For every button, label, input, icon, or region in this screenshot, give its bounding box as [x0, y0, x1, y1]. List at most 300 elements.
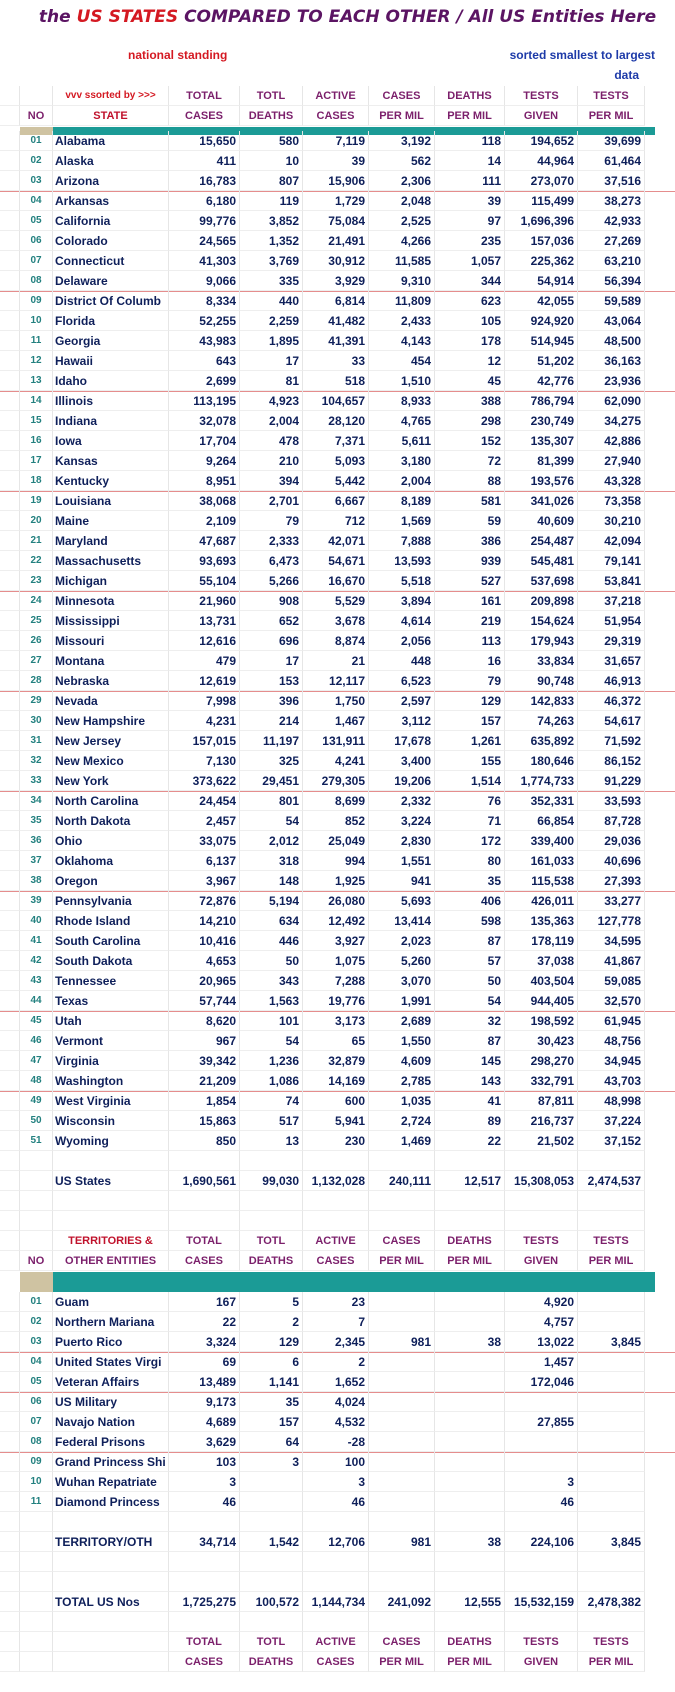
cell-value: 21	[303, 651, 369, 671]
cell-value: 46,913	[578, 671, 645, 691]
header-label: TERRITORIES &	[53, 1231, 169, 1251]
cell-value: 801	[240, 791, 303, 811]
cell-value: 50	[240, 951, 303, 971]
cell-value: 57	[435, 951, 505, 971]
cell-value: 254,487	[505, 531, 578, 551]
state-row	[0, 411, 675, 431]
cell-value: 172,046	[505, 1372, 578, 1392]
row-number: 16	[20, 431, 53, 451]
cell-value: 13,593	[369, 551, 435, 571]
cell-value: 3	[505, 1472, 578, 1492]
cell-value: 89	[435, 1111, 505, 1131]
cell-value: 1,725,275	[169, 1592, 240, 1612]
cell-value: 2	[303, 1352, 369, 1372]
row-number: 44	[20, 991, 53, 1011]
cell-value: 12,517	[435, 1171, 505, 1191]
cell-value: 54	[435, 991, 505, 1011]
cell-value: 3,967	[169, 871, 240, 891]
cell-value: 33,075	[169, 831, 240, 851]
row-margin	[0, 1111, 20, 1131]
header-cell: TESTS	[578, 1231, 645, 1251]
cell-value: 600	[303, 1091, 369, 1111]
cell-value: 39	[303, 151, 369, 171]
cell-value: 6,180	[169, 191, 240, 211]
cell-value: 7,288	[303, 971, 369, 991]
empty-cell	[369, 1612, 435, 1632]
cell-value: 1,991	[369, 991, 435, 1011]
cell-value: 2,012	[240, 831, 303, 851]
row-margin	[0, 471, 20, 491]
cell-value: 178	[435, 331, 505, 351]
cell-value: 335	[240, 271, 303, 291]
row-number: 39	[20, 891, 53, 911]
row-margin	[0, 1352, 20, 1372]
cell-value: 406	[435, 891, 505, 911]
cell-value: 214	[240, 711, 303, 731]
cell-value: 5,941	[303, 1111, 369, 1131]
row-number: 02	[20, 1312, 53, 1332]
row-margin	[0, 1452, 20, 1472]
empty-cell	[435, 1572, 505, 1592]
cell-value	[369, 1432, 435, 1452]
cell-value: 981	[369, 1332, 435, 1352]
cell-value: 3,852	[240, 211, 303, 231]
row-margin	[0, 791, 20, 811]
cell-value: 1,563	[240, 991, 303, 1011]
cell-value: 39,699	[578, 131, 645, 151]
cell-value: 135,363	[505, 911, 578, 931]
cell-value: 3,180	[369, 451, 435, 471]
cell-value: 8,620	[169, 1011, 240, 1031]
empty-cell	[578, 1151, 645, 1171]
cell-value: 403,504	[505, 971, 578, 991]
cell-value: 97	[435, 211, 505, 231]
empty-cell	[505, 1612, 578, 1632]
row-margin	[0, 931, 20, 951]
cell-value: 48,500	[578, 331, 645, 351]
cell-value: 42,886	[578, 431, 645, 451]
cell-value: 807	[240, 171, 303, 191]
row-number: 23	[20, 571, 53, 591]
row-label: South Carolina	[53, 931, 169, 951]
empty-cell	[369, 1151, 435, 1171]
cell-value: 72	[435, 451, 505, 471]
row-number: 04	[20, 1352, 53, 1372]
territory-row	[0, 1492, 675, 1512]
row-label: Wuhan Repatriate	[53, 1472, 169, 1492]
cell-value: 325	[240, 751, 303, 771]
cell-value: 3,324	[169, 1332, 240, 1352]
cell-value: 1,144,734	[303, 1592, 369, 1612]
state-row	[0, 271, 675, 292]
cell-value: 4,653	[169, 951, 240, 971]
row-label: Montana	[53, 651, 169, 671]
row-label: Nebraska	[53, 671, 169, 691]
cell-value: 53,841	[578, 571, 645, 591]
state-row	[0, 851, 675, 871]
cell-value: 786,794	[505, 391, 578, 411]
row-label: Wisconsin	[53, 1111, 169, 1131]
cell-value: 100	[303, 1452, 369, 1472]
cell-value: 38,273	[578, 191, 645, 211]
cell-value: 2,259	[240, 311, 303, 331]
cell-value: 19,206	[369, 771, 435, 791]
cell-value: 113,195	[169, 391, 240, 411]
row-label: Nevada	[53, 691, 169, 711]
cell-value: 46	[169, 1492, 240, 1512]
cell-value: 193,576	[505, 471, 578, 491]
cell-value: 1,510	[369, 371, 435, 391]
cell-value: 56,394	[578, 271, 645, 291]
spacer-row	[0, 1572, 675, 1592]
row-margin	[0, 1151, 20, 1171]
row-margin	[0, 1011, 20, 1031]
row-number	[20, 1592, 53, 1612]
cell-value: 210	[240, 451, 303, 471]
cell-value: 14,210	[169, 911, 240, 931]
state-row	[0, 391, 675, 411]
cell-value: 30,423	[505, 1031, 578, 1051]
territories-header-bottom	[0, 1251, 675, 1271]
cell-value: 2,478,382	[578, 1592, 645, 1612]
row-number: 08	[20, 271, 53, 291]
cell-value: 35	[240, 1392, 303, 1412]
empty-cell	[53, 1151, 169, 1171]
cell-value: 545,481	[505, 551, 578, 571]
row-number: 43	[20, 971, 53, 991]
cell-value: 79	[435, 671, 505, 691]
cell-value: 2,699	[169, 371, 240, 391]
cell-value: 241,092	[369, 1592, 435, 1612]
row-number: 09	[20, 291, 53, 311]
cell-value: 5,266	[240, 571, 303, 591]
cell-value: 17,704	[169, 431, 240, 451]
state-row	[0, 171, 675, 192]
cell-value: 4,923	[240, 391, 303, 411]
cell-value: 1,352	[240, 231, 303, 251]
row-margin	[0, 131, 20, 151]
cell-value: 161	[435, 591, 505, 611]
cell-value: 4,241	[303, 751, 369, 771]
cell-value: 90,748	[505, 671, 578, 691]
cell-value	[435, 1452, 505, 1472]
cell-value: 2,332	[369, 791, 435, 811]
row-label: Florida	[53, 311, 169, 331]
grand-total-row	[0, 1592, 675, 1612]
header-cell: PER MIL	[578, 1652, 645, 1672]
cell-value: 45	[435, 371, 505, 391]
cell-value: 581	[435, 491, 505, 511]
row-margin	[0, 1211, 20, 1231]
header-no	[20, 1632, 53, 1652]
empty-cell	[369, 1572, 435, 1592]
row-number: 08	[20, 1432, 53, 1452]
cell-value: 34,595	[578, 931, 645, 951]
row-margin	[0, 571, 20, 591]
row-number: 21	[20, 531, 53, 551]
row-label: Kentucky	[53, 471, 169, 491]
cell-value: 8,933	[369, 391, 435, 411]
cell-value: 79,141	[578, 551, 645, 571]
row-margin	[0, 1171, 20, 1191]
row-margin	[0, 391, 20, 411]
cell-value: 17	[240, 651, 303, 671]
cell-value: 341,026	[505, 491, 578, 511]
cell-value: 696	[240, 631, 303, 651]
row-label: Grand Princess Shi	[53, 1452, 169, 1472]
cell-value: 43,064	[578, 311, 645, 331]
cell-value: 43,983	[169, 331, 240, 351]
empty-cell	[578, 1612, 645, 1632]
cell-value: 2,785	[369, 1071, 435, 1091]
header-cell: TOTL	[240, 86, 303, 106]
cell-value: 34,945	[578, 1051, 645, 1071]
cell-value: 11,197	[240, 731, 303, 751]
cell-value: 87,811	[505, 1091, 578, 1111]
empty-cell	[53, 1512, 169, 1532]
cell-value: 86,152	[578, 751, 645, 771]
row-label: Alaska	[53, 151, 169, 171]
row-label: Louisiana	[53, 491, 169, 511]
cell-value: 74	[240, 1091, 303, 1111]
empty-cell	[20, 1572, 53, 1592]
cell-value: 517	[240, 1111, 303, 1131]
row-label: Iowa	[53, 431, 169, 451]
cell-value: 93,693	[169, 551, 240, 571]
cell-value: 71,592	[578, 731, 645, 751]
cell-value: 1,261	[435, 731, 505, 751]
cell-value: 3,845	[578, 1332, 645, 1352]
cell-value	[369, 1352, 435, 1372]
state-row	[0, 551, 675, 571]
cell-value: 27,393	[578, 871, 645, 891]
cell-value: 142,833	[505, 691, 578, 711]
cell-value: 172	[435, 831, 505, 851]
row-label: Guam	[53, 1292, 169, 1312]
cell-value: 104,657	[303, 391, 369, 411]
cell-value: 12,492	[303, 911, 369, 931]
row-number: 11	[20, 331, 53, 351]
header-cell: PER MIL	[578, 106, 645, 126]
empty-cell	[53, 1211, 169, 1231]
state-row	[0, 231, 675, 251]
cell-value: 7,888	[369, 531, 435, 551]
cell-value: 9,264	[169, 451, 240, 471]
row-margin	[0, 191, 20, 211]
state-row	[0, 1111, 675, 1131]
cell-value: 1,750	[303, 691, 369, 711]
cell-value: 50	[435, 971, 505, 991]
row-margin	[0, 1472, 20, 1492]
row-label: Diamond Princess	[53, 1492, 169, 1512]
cell-value: 54,617	[578, 711, 645, 731]
row-number: 14	[20, 391, 53, 411]
empty-cell	[369, 1512, 435, 1532]
state-row	[0, 691, 675, 711]
cell-value	[578, 1472, 645, 1492]
cell-value: 14,169	[303, 1071, 369, 1091]
cell-value: 924,920	[505, 311, 578, 331]
header-cell: CASES	[169, 1652, 240, 1672]
cell-value: 454	[369, 351, 435, 371]
cell-value: 4,231	[169, 711, 240, 731]
empty-cell	[240, 1552, 303, 1572]
state-row	[0, 131, 675, 151]
cell-value: 2,004	[369, 471, 435, 491]
territory-row	[0, 1412, 675, 1432]
cell-value: 179,943	[505, 631, 578, 651]
cell-value: 273,070	[505, 171, 578, 191]
cell-value: 634	[240, 911, 303, 931]
cell-value: 157,036	[505, 231, 578, 251]
row-margin	[0, 1612, 20, 1632]
cell-value: 167	[169, 1292, 240, 1312]
cell-value: 396	[240, 691, 303, 711]
row-number: 05	[20, 1372, 53, 1392]
header-cell: PER MIL	[435, 106, 505, 126]
row-label: Pennsylvania	[53, 891, 169, 911]
cell-value: 426,011	[505, 891, 578, 911]
row-label: North Dakota	[53, 811, 169, 831]
state-row	[0, 1091, 675, 1111]
empty-cell	[303, 1211, 369, 1231]
row-margin	[0, 86, 20, 106]
cell-value: 7	[303, 1312, 369, 1332]
row-number: 50	[20, 1111, 53, 1131]
header-label	[53, 1632, 169, 1652]
cell-value: 20,965	[169, 971, 240, 991]
cell-value: 22	[435, 1131, 505, 1151]
row-number: 31	[20, 731, 53, 751]
row-number: 46	[20, 1031, 53, 1051]
cell-value: 216,737	[505, 1111, 578, 1131]
empty-cell	[505, 1211, 578, 1231]
empty-cell	[240, 1211, 303, 1231]
cell-value: 13,731	[169, 611, 240, 631]
empty-cell	[53, 1552, 169, 1572]
cell-value: 580	[240, 131, 303, 151]
empty-cell	[169, 1612, 240, 1632]
state-row	[0, 791, 675, 811]
state-row	[0, 611, 675, 631]
cell-value: 157	[240, 1412, 303, 1432]
cell-value: 4,143	[369, 331, 435, 351]
cell-value: 16,783	[169, 171, 240, 191]
subtitle-right-2: data	[614, 68, 639, 82]
cell-value: 16	[435, 651, 505, 671]
header-cell: CASES	[369, 1231, 435, 1251]
cell-value: 143	[435, 1071, 505, 1091]
row-number: 27	[20, 651, 53, 671]
cell-value: 8,699	[303, 791, 369, 811]
row-margin	[0, 611, 20, 631]
cell-value: 225,362	[505, 251, 578, 271]
cell-value: 224,106	[505, 1532, 578, 1552]
cell-value: 17	[240, 351, 303, 371]
row-margin	[0, 1632, 20, 1652]
cell-value: 41,391	[303, 331, 369, 351]
row-margin	[0, 711, 20, 731]
cell-value: 230,749	[505, 411, 578, 431]
state-row	[0, 991, 675, 1012]
title-prefix: the	[38, 7, 71, 27]
row-number: 11	[20, 1492, 53, 1512]
row-label: Vermont	[53, 1031, 169, 1051]
empty-cell	[240, 1151, 303, 1171]
empty-cell	[578, 1552, 645, 1572]
cell-value: 9,066	[169, 271, 240, 291]
empty-cell	[20, 1151, 53, 1171]
row-label: Arizona	[53, 171, 169, 191]
cell-value: 13,414	[369, 911, 435, 931]
cell-value: 4,266	[369, 231, 435, 251]
empty-cell	[53, 1572, 169, 1592]
header-cell: TOTL	[240, 1231, 303, 1251]
row-margin	[0, 511, 20, 531]
row-label: Connecticut	[53, 251, 169, 271]
header-cell: TESTS	[505, 1231, 578, 1251]
cell-value: 1,569	[369, 511, 435, 531]
row-margin	[0, 1051, 20, 1071]
page-title	[20, 0, 675, 34]
row-label: Veteran Affairs	[53, 1372, 169, 1392]
row-margin	[0, 451, 20, 471]
header-cell: TOTAL	[169, 1231, 240, 1251]
cell-value: 2,023	[369, 931, 435, 951]
row-number: 01	[20, 1292, 53, 1312]
cell-value	[435, 1412, 505, 1432]
cell-value: 37,224	[578, 1111, 645, 1131]
cell-value: 5,260	[369, 951, 435, 971]
cell-value: 2,109	[169, 511, 240, 531]
header-no	[20, 86, 53, 106]
cell-value: 3,678	[303, 611, 369, 631]
header-cell: CASES	[303, 1251, 369, 1271]
territory-row	[0, 1452, 675, 1472]
cell-value: 3,629	[169, 1432, 240, 1452]
state-row	[0, 491, 675, 511]
row-margin	[0, 1492, 20, 1512]
empty-cell	[435, 1612, 505, 1632]
cell-value: 26,080	[303, 891, 369, 911]
title-highlight: US STATES	[76, 7, 179, 27]
cell-value: 14	[435, 151, 505, 171]
cell-value: 180,646	[505, 751, 578, 771]
cell-value: 5,442	[303, 471, 369, 491]
cell-value: 298,270	[505, 1051, 578, 1071]
empty-cell	[240, 1572, 303, 1592]
cell-value: 15,906	[303, 171, 369, 191]
cell-value	[435, 1352, 505, 1372]
row-margin	[0, 1251, 20, 1271]
cell-value: 36,163	[578, 351, 645, 371]
cell-value: 3,894	[369, 591, 435, 611]
cell-value: 161,033	[505, 851, 578, 871]
empty-cell	[435, 1191, 505, 1211]
cell-value: 332,791	[505, 1071, 578, 1091]
cell-value: 2,457	[169, 811, 240, 831]
row-number: 07	[20, 251, 53, 271]
row-label: Rhode Island	[53, 911, 169, 931]
header-cell: CASES	[369, 86, 435, 106]
cell-value: 28,120	[303, 411, 369, 431]
empty-cell	[578, 1512, 645, 1532]
cell-value: 23	[303, 1292, 369, 1312]
empty-cell	[578, 1211, 645, 1231]
row-label: West Virginia	[53, 1091, 169, 1111]
row-label: Alabama	[53, 131, 169, 151]
cell-value: 33,834	[505, 651, 578, 671]
